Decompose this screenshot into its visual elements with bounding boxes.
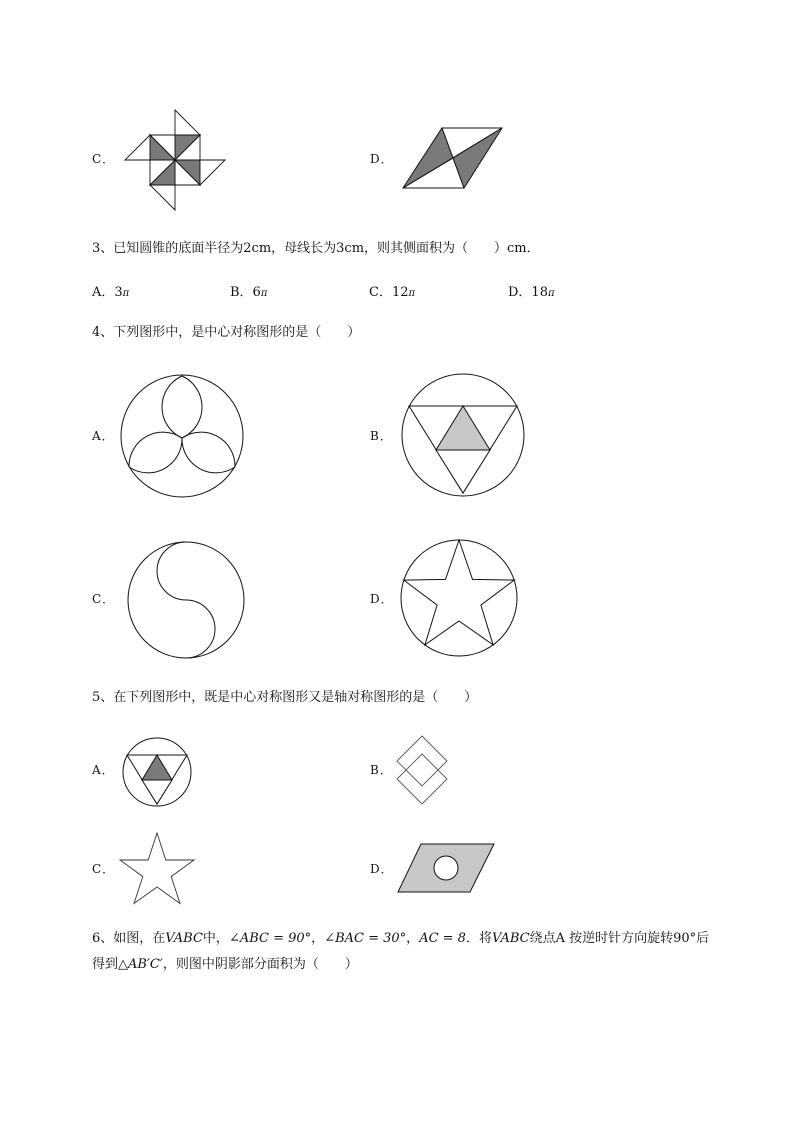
parallelogram-hole-figure — [397, 843, 495, 893]
q5-option-a-label: A． — [92, 763, 115, 777]
star-outline-figure — [118, 832, 196, 904]
q3-option-a: A．3π — [92, 285, 130, 300]
q4-option-c-label: C． — [92, 592, 116, 606]
q5-option-c-label: C． — [92, 862, 116, 876]
q6-question-line1: 6、如图，在VABC中，∠ABC = 90°，∠BAC = 30°，AC = 8．将VABC绕点A 按逆时针方向旋转90°后 — [92, 931, 710, 946]
circle-star-figure — [399, 538, 519, 658]
q3-question-text: 3、已知圆锥的底面半径为2cm，母线长为3cm，则其侧面积为（ ）cm． — [92, 241, 540, 256]
q2-option-c-label: C． — [92, 152, 116, 166]
q3-option-b: B．6π — [230, 285, 268, 300]
yin-yang-figure — [126, 540, 246, 660]
circle-triangles-figure — [401, 373, 525, 497]
q5-option-d-label: D． — [370, 862, 394, 876]
q3-option-c: C．12π — [369, 285, 416, 300]
q4-option-d-label: D． — [370, 592, 394, 606]
q5-question-text: 5、在下列图形中，既是中心对称图形又是轴对称图形的是（ ） — [92, 690, 478, 705]
q5-option-b-label: B． — [370, 763, 393, 777]
parallelogram-figure — [402, 127, 504, 189]
q4-question-text: 4、下列图形中，是中心对称图形的是（ ） — [92, 325, 361, 340]
q2-option-d-label: D． — [370, 152, 394, 166]
pinwheel-figure — [125, 110, 225, 210]
q4-option-a-label: A． — [92, 429, 115, 443]
two-diamonds-figure — [396, 735, 448, 805]
small-circle-triangles-figure — [121, 736, 193, 808]
q6-question-line2: 得到△AB′C′，则图中阴影部分面积为（ ） — [92, 957, 358, 972]
circle-three-arcs-figure — [120, 374, 244, 498]
q3-option-d: D．18π — [508, 285, 555, 300]
q4-option-b-label: B． — [370, 429, 393, 443]
